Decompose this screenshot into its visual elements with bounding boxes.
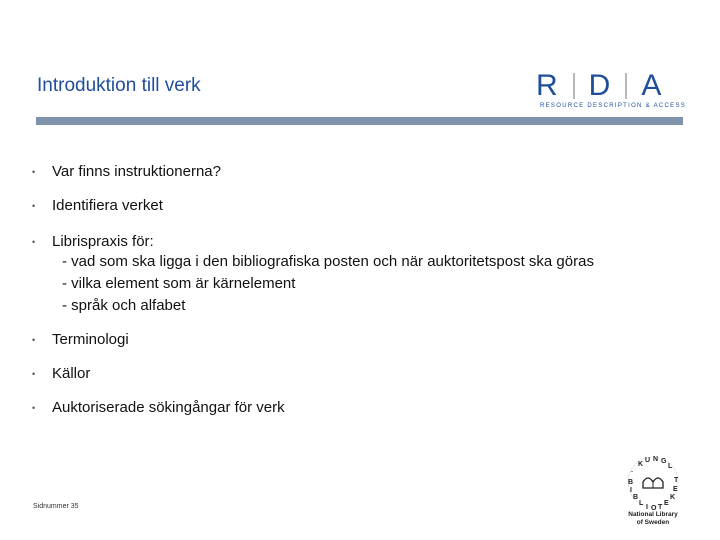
bullet-text: Källor: [52, 365, 91, 382]
national-library-name: National Library of Sweden: [628, 511, 678, 526]
bullet-dot-icon: •: [32, 335, 36, 345]
slide-title: Introduktion till verk: [37, 75, 201, 96]
bullet-item: [30, 398, 285, 418]
sub-item: - språk och alfabet: [62, 297, 186, 314]
rda-logo-letter-a: A: [641, 69, 663, 102]
svg-text:U: U: [645, 457, 651, 464]
bullet-text: Var finns instruktionerna?: [52, 163, 221, 180]
bullet-dot-icon: •: [32, 237, 36, 247]
bullet-item: [30, 232, 154, 252]
svg-text:B: B: [633, 494, 639, 501]
bullet-dot-icon: •: [32, 201, 36, 211]
svg-text:K: K: [670, 494, 676, 501]
svg-text:L: L: [668, 463, 673, 470]
svg-text:G: G: [661, 458, 667, 465]
bullet-dot-icon: •: [32, 369, 36, 379]
svg-text:E: E: [664, 500, 669, 507]
svg-text:B: B: [628, 479, 634, 486]
title-rule: [36, 117, 683, 125]
rda-logo-divider: [573, 73, 575, 99]
svg-text:K: K: [638, 461, 644, 468]
rda-logo-subtitle: RESOURCE DESCRIPTION & ACCESS: [540, 103, 687, 109]
bullet-text: Auktoriserade sökingångar för verk: [52, 399, 285, 416]
svg-text:E: E: [673, 486, 678, 493]
bullet-item: [30, 162, 221, 182]
bullet-item: [30, 364, 90, 384]
rda-logo: [536, 69, 687, 112]
rda-logo-letter-r: R: [536, 69, 559, 102]
crown-seal-icon: [618, 454, 688, 512]
svg-text:O: O: [651, 505, 657, 512]
rda-logo-letter-d: D: [588, 69, 612, 102]
bullet-text: Terminologi: [52, 331, 129, 348]
svg-text:N: N: [653, 456, 659, 463]
svg-text:I: I: [646, 504, 648, 511]
bullet-item: [30, 196, 163, 216]
bullet-dot-icon: •: [32, 403, 36, 413]
page-number: Sidnummer 35: [33, 503, 79, 510]
svg-text:L: L: [639, 500, 644, 507]
bullet-text: Identifiera verket: [52, 197, 163, 214]
svg-text:T: T: [674, 477, 679, 484]
svg-text:T: T: [658, 504, 663, 511]
svg-text:I: I: [630, 487, 632, 494]
sub-item: - vilka element som är kärnelement: [62, 275, 296, 292]
sub-item: - vad som ska ligga i den bibliografiska posten och när auktoritetspost ska göras: [62, 253, 594, 270]
national-library-logo: [618, 454, 688, 526]
bullet-text: Librispraxis för:: [52, 233, 154, 250]
rda-logo-divider: [625, 73, 627, 99]
bullet-dot-icon: •: [32, 167, 36, 177]
svg-text:·: ·: [631, 469, 634, 476]
bullet-item: [30, 330, 129, 350]
